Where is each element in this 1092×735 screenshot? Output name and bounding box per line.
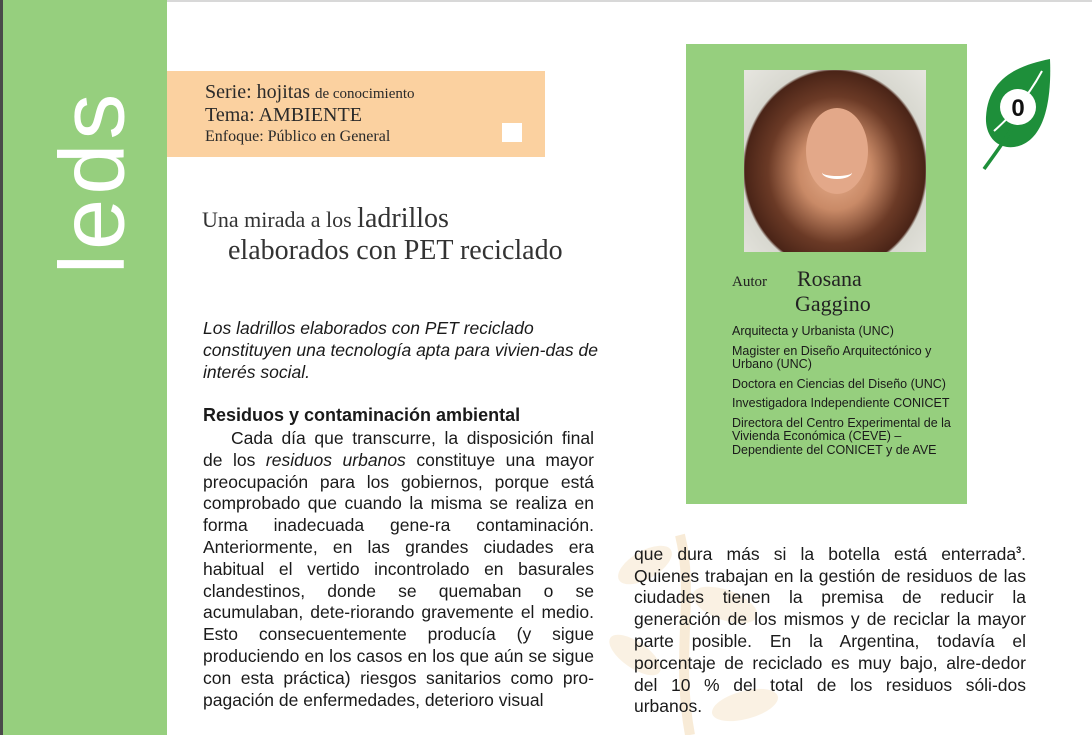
credential: Doctora en Ciencias del Diseño (UNC) (732, 376, 946, 391)
title-line-1 (202, 203, 563, 235)
col1-rest: constituye una mayor preocupación para los gobiernos, porque está comprobado que cuando la misma se realiza en forma inadecuada gene-ra contaminación. Anteriormente, en las grandes ciudades era habitual el vertido incontrolado en basurales clandestinos, donde se quemaban o se acumulaban, dete-riorando gravemente el medio. Esto consecuentemente producía (y sigue produciendo en los casos en los que aún se sigue con esta práctica) riesgos sanitarios como pro-pagación de enfermedades, deterioro visual (203, 449, 594, 710)
col2-rest: . Quienes trabajan en la gestión de residuos de las ciudades tienen la premisa de reducir la generación de los mismos y de reciclar la mayor parte posible. En la Argentina, todavía el porcentaje de reciclado es muy bajo, alre-dedor del 10 % del total de los residuos sóli-dos urbanos. (634, 543, 1026, 717)
author-first-name: Rosana (797, 266, 862, 291)
author-credentials (732, 325, 964, 463)
section-heading: Residuos y contaminación ambiental (203, 405, 521, 425)
article-title (202, 203, 563, 267)
white-square (502, 123, 522, 142)
credential: Arquitecta y Urbanista (UNC) (732, 324, 894, 338)
author-label: Autor (732, 274, 767, 290)
author-smile (822, 166, 852, 179)
title-part-a: Una mirada a los (202, 207, 352, 232)
author-face (806, 108, 868, 194)
title-part-b: ladrillos (357, 203, 449, 234)
author-last-name: Gaggino (795, 291, 871, 316)
title-line-2: elaborados con PET reciclado (228, 235, 563, 267)
credential: Investigadora Independiente CONICET (732, 396, 950, 410)
author-name (797, 266, 871, 316)
leaf-badge-icon (980, 57, 1054, 173)
body-column-2 (634, 540, 1026, 718)
left-edge (0, 0, 3, 735)
series-subtitle: de conocimiento (314, 86, 415, 102)
side-logo-text: leds (41, 89, 143, 275)
focus-line: Enfoque: Público en General (205, 128, 391, 145)
credential: Directora del Centro Experimental de la Vivienda Económica (CEVE) – Dependiente del CONICET y de AVE (732, 415, 951, 457)
body-column-1 (203, 428, 594, 711)
series-line (205, 81, 415, 104)
intro-text: Los ladrillos elaborados con PET reciclado constituyen una tecnología apta para vivien-das de interés social. (203, 318, 598, 382)
col1-italic: residuos urbanos (265, 449, 406, 470)
side-logo (37, 62, 147, 302)
author-box (686, 44, 967, 504)
col2-start: que dura más si la botella está enterrada (634, 543, 1017, 564)
author-photo (744, 70, 926, 252)
series-box (167, 71, 545, 157)
badge-number: 0 (1011, 95, 1025, 122)
side-band (3, 0, 167, 735)
col1-start: Cada día que transcurre, la disposición final de los (203, 428, 594, 470)
series-name: Serie: hojitas (205, 81, 310, 103)
footnote-ref: 3 (1016, 545, 1022, 555)
theme-line: Tema: AMBIENTE (205, 104, 362, 126)
credential: Magister en Diseño Arquitectónico y Urbano (UNC) (732, 343, 932, 371)
